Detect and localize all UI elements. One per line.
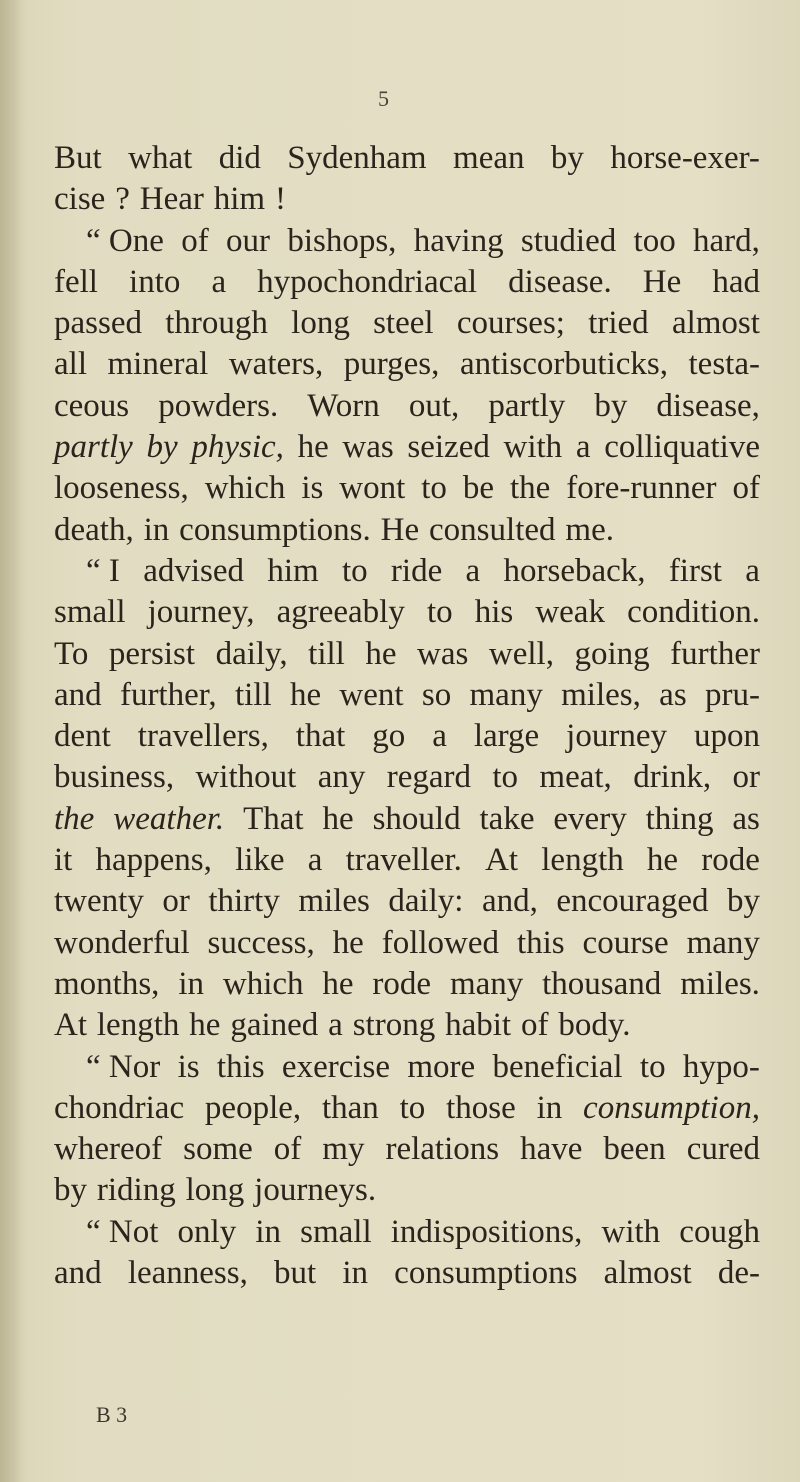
gutter-shadow: [0, 0, 22, 1482]
word: and: [54, 1255, 102, 1292]
text-line: [54, 138, 760, 179]
word: only: [177, 1213, 237, 1250]
text-line: [54, 634, 760, 675]
word: “: [86, 552, 101, 589]
word: death,: [54, 511, 134, 548]
word: At: [485, 842, 519, 879]
word: traveller.: [345, 842, 462, 879]
word: “: [86, 1048, 101, 1085]
word: To: [54, 635, 89, 672]
word: in: [342, 1255, 369, 1292]
word: by: [146, 429, 178, 466]
word: whereof: [54, 1131, 163, 1168]
word: out,: [408, 387, 460, 424]
word: regard: [386, 759, 471, 796]
word: went: [339, 676, 404, 713]
word: courses;: [456, 305, 565, 342]
word: he: [289, 676, 322, 713]
word: looseness,: [54, 470, 189, 507]
word: rode: [372, 965, 432, 1002]
word: hypochondriacal: [257, 263, 478, 300]
word: consumption,: [583, 1089, 760, 1126]
word: of: [520, 1007, 549, 1044]
word: to: [639, 1048, 666, 1085]
word: to: [492, 759, 519, 796]
word: passed: [54, 305, 142, 342]
word: than: [321, 1089, 379, 1126]
word: cough: [679, 1213, 760, 1250]
word: further: [670, 635, 760, 672]
word: long: [185, 1172, 245, 1209]
word: weather.: [113, 800, 225, 837]
word: him: [267, 552, 319, 589]
word: mean: [453, 140, 525, 176]
quoted-word-group: [86, 1047, 160, 1088]
word: Nor: [108, 1048, 161, 1085]
text-line: [54, 303, 760, 344]
text-line: [54, 468, 760, 509]
word: seized: [407, 429, 490, 466]
word: had: [712, 263, 760, 300]
word: At: [54, 1007, 87, 1044]
text-line: [54, 757, 760, 798]
text-line: [54, 1088, 760, 1129]
word: or: [162, 883, 190, 920]
word: which: [222, 965, 304, 1002]
word: partly: [54, 429, 133, 466]
word: wonderful: [54, 924, 190, 961]
word: But: [54, 140, 102, 176]
text-line: [54, 964, 760, 1005]
word: ?: [115, 181, 130, 218]
body-text: [54, 138, 760, 1294]
word: antiscorbuticks,: [459, 346, 668, 383]
word: long: [291, 305, 350, 342]
word: he: [297, 429, 329, 466]
word: fore-runner: [566, 470, 717, 507]
text-line: [54, 262, 760, 303]
word: small: [300, 1213, 372, 1250]
word: miles.: [680, 965, 760, 1002]
word: waters,: [228, 346, 324, 383]
word: thousand: [542, 965, 662, 1002]
word: go: [372, 718, 406, 755]
word: upon: [693, 718, 760, 755]
word: beneficial: [492, 1048, 623, 1085]
word: steel: [373, 305, 434, 342]
word: Hear: [139, 181, 204, 218]
word: in: [143, 511, 170, 548]
word: tried: [588, 305, 649, 342]
word: every: [553, 800, 627, 837]
word: testa-: [688, 346, 760, 383]
word: by: [550, 140, 584, 176]
word: daily:: [388, 883, 464, 920]
word: strong: [352, 1007, 436, 1044]
word: He: [642, 263, 682, 300]
word: wont: [339, 470, 406, 507]
word: length: [96, 1007, 180, 1044]
word: this: [516, 924, 565, 961]
word: exercise: [281, 1048, 391, 1085]
word: and,: [481, 883, 538, 920]
word: through: [165, 305, 268, 342]
quoted-word-group: [86, 1212, 158, 1253]
word: he: [189, 1007, 221, 1044]
word: be: [462, 470, 495, 507]
word: to: [399, 1089, 426, 1126]
word: many: [686, 924, 760, 961]
word: a: [575, 429, 591, 466]
text-line: [54, 344, 760, 385]
word: Sydenham: [287, 140, 427, 176]
word: him: [213, 181, 266, 218]
text-line: [54, 923, 760, 964]
word: One: [108, 222, 164, 259]
word: having: [413, 222, 504, 259]
word: of: [732, 470, 760, 507]
word: months,: [54, 965, 160, 1002]
word: persist: [108, 635, 196, 672]
word: happens,: [95, 842, 212, 879]
word: was: [342, 429, 394, 466]
text-line: [54, 221, 760, 262]
word: many: [469, 676, 543, 713]
word: agreeably: [276, 594, 405, 631]
word: any: [317, 759, 366, 796]
word: he: [365, 635, 397, 672]
word: de-: [717, 1255, 760, 1292]
word: which: [204, 470, 286, 507]
word: should: [372, 800, 461, 837]
word: pru-: [704, 676, 760, 713]
word: our: [226, 222, 271, 259]
word: indispositions,: [390, 1213, 583, 1250]
word: a: [432, 718, 447, 755]
word: followed: [381, 924, 500, 961]
word: journey,: [147, 594, 255, 631]
word: relations: [385, 1131, 500, 1168]
text-line: [54, 799, 760, 840]
word: I: [108, 552, 120, 589]
text-line: [54, 179, 760, 220]
word: “: [86, 222, 101, 259]
word: my: [322, 1131, 365, 1168]
word: the: [54, 800, 95, 837]
quoted-word-group: [86, 551, 120, 592]
word: success,: [207, 924, 315, 961]
word: till: [234, 676, 272, 713]
word: Worn: [307, 387, 380, 424]
word: ride: [390, 552, 443, 589]
word: to: [341, 552, 368, 589]
word: hypo-: [682, 1048, 760, 1085]
text-line: [54, 1047, 760, 1088]
word: !: [275, 181, 286, 218]
word: of: [273, 1131, 302, 1168]
word: powders.: [158, 387, 279, 424]
word: like: [235, 842, 285, 879]
word: a: [465, 552, 481, 589]
text-line: [54, 386, 760, 427]
word: almost: [603, 1255, 692, 1292]
word: that: [295, 718, 346, 755]
word: partly: [488, 387, 566, 424]
word: studied: [520, 222, 617, 259]
word: habit: [445, 1007, 512, 1044]
word: a: [328, 1007, 343, 1044]
text-line: [54, 1212, 760, 1253]
word: to: [426, 594, 453, 631]
word: riding: [96, 1172, 176, 1209]
word: first: [668, 552, 722, 589]
word: condition.: [627, 594, 760, 631]
word: a: [307, 842, 323, 879]
word: journey: [566, 718, 667, 755]
word: business,: [54, 759, 175, 796]
word: been: [603, 1131, 666, 1168]
word: miles,: [561, 676, 641, 713]
word: encouraged: [556, 883, 709, 920]
text-line: [54, 1170, 760, 1211]
word: he: [322, 965, 354, 1002]
word: or: [732, 759, 760, 796]
word: so: [421, 676, 452, 713]
word: meat,: [539, 759, 612, 796]
word: journeys.: [254, 1172, 377, 1209]
word: going: [574, 635, 650, 672]
word: gained: [230, 1007, 319, 1044]
word: by: [54, 1172, 87, 1209]
word: physic,: [191, 429, 284, 466]
text-line: [54, 1129, 760, 1170]
word: in: [178, 965, 204, 1002]
word: as: [732, 800, 760, 837]
word: drink,: [633, 759, 712, 796]
text-line: [54, 881, 760, 922]
word: as: [659, 676, 687, 713]
word: but: [274, 1255, 317, 1292]
word: many: [449, 965, 524, 1002]
word: to: [421, 470, 447, 507]
word: into: [129, 263, 181, 300]
word: hard,: [693, 222, 760, 259]
word: “: [86, 1213, 101, 1250]
word: length: [541, 842, 624, 879]
word: more: [407, 1048, 476, 1085]
word: in: [255, 1213, 281, 1250]
word: further,: [119, 676, 217, 713]
word: by: [594, 387, 628, 424]
word: Not: [108, 1213, 159, 1250]
word: and: [54, 676, 102, 713]
text-line: [54, 551, 760, 592]
word: is: [301, 470, 324, 507]
word: the: [509, 470, 551, 507]
word: some: [183, 1131, 253, 1168]
text-line: [54, 427, 760, 468]
word: a: [745, 552, 760, 589]
word: he: [332, 924, 364, 961]
word: take: [479, 800, 535, 837]
word: it: [54, 842, 73, 879]
word: advised: [143, 552, 245, 589]
word: mineral: [107, 346, 209, 383]
word: thing: [645, 800, 714, 837]
word: without: [195, 759, 297, 796]
word: all: [54, 346, 87, 383]
text-line: [54, 840, 760, 881]
word: dent: [54, 718, 111, 755]
word: he: [322, 800, 354, 837]
word: small: [54, 594, 126, 631]
word: travellers,: [137, 718, 269, 755]
word: of: [181, 222, 209, 259]
word: have: [520, 1131, 583, 1168]
word: a: [211, 263, 227, 300]
word: twenty: [54, 883, 144, 920]
word: body.: [558, 1007, 631, 1044]
word: was: [417, 635, 469, 672]
page-number: 5: [378, 86, 389, 111]
word: colliquative: [604, 429, 760, 466]
word: cured: [686, 1131, 760, 1168]
word: disease,: [656, 387, 760, 424]
word: till: [308, 635, 345, 672]
text-line: [54, 1005, 760, 1046]
text-line: [54, 592, 760, 633]
word: is: [177, 1048, 200, 1085]
word: leanness,: [127, 1255, 248, 1292]
word: by: [726, 883, 760, 920]
word: purges,: [343, 346, 440, 383]
word: horseback,: [503, 552, 646, 589]
word: ceous: [54, 387, 130, 424]
word: weak: [535, 594, 605, 631]
word: he: [646, 842, 679, 879]
word: almost: [671, 305, 760, 342]
word: fell: [54, 263, 98, 300]
word: with: [503, 429, 563, 466]
quoted-word-group: [86, 221, 164, 262]
word: did: [218, 140, 261, 176]
word: what: [128, 140, 193, 176]
text-line: [54, 675, 760, 716]
word: large: [473, 718, 540, 755]
word: cise: [54, 181, 106, 218]
word: with: [601, 1213, 661, 1250]
word: horse-exer-: [610, 140, 760, 176]
word: in: [536, 1089, 563, 1126]
text-line: [54, 510, 760, 551]
word: well,: [488, 635, 554, 672]
word: course: [582, 924, 669, 961]
word: those: [446, 1089, 516, 1126]
word: consumptions.: [179, 511, 371, 548]
word: disease.: [508, 263, 612, 300]
word: bishops,: [287, 222, 397, 259]
word: consulted: [429, 511, 556, 548]
word: this: [216, 1048, 265, 1085]
word: He: [380, 511, 420, 548]
text-line: [54, 716, 760, 757]
word: thirty: [208, 883, 280, 920]
word: chondriac: [54, 1089, 185, 1126]
word: That: [243, 800, 304, 837]
text-line: [54, 1253, 760, 1294]
word: miles: [298, 883, 370, 920]
word: too: [633, 222, 676, 259]
word: me.: [565, 511, 614, 548]
word: his: [474, 594, 514, 631]
word: daily,: [215, 635, 288, 672]
signature-mark: B 3: [96, 1402, 128, 1427]
word: consumptions: [394, 1255, 578, 1292]
word: rode: [701, 842, 760, 879]
word: people,: [204, 1089, 302, 1126]
